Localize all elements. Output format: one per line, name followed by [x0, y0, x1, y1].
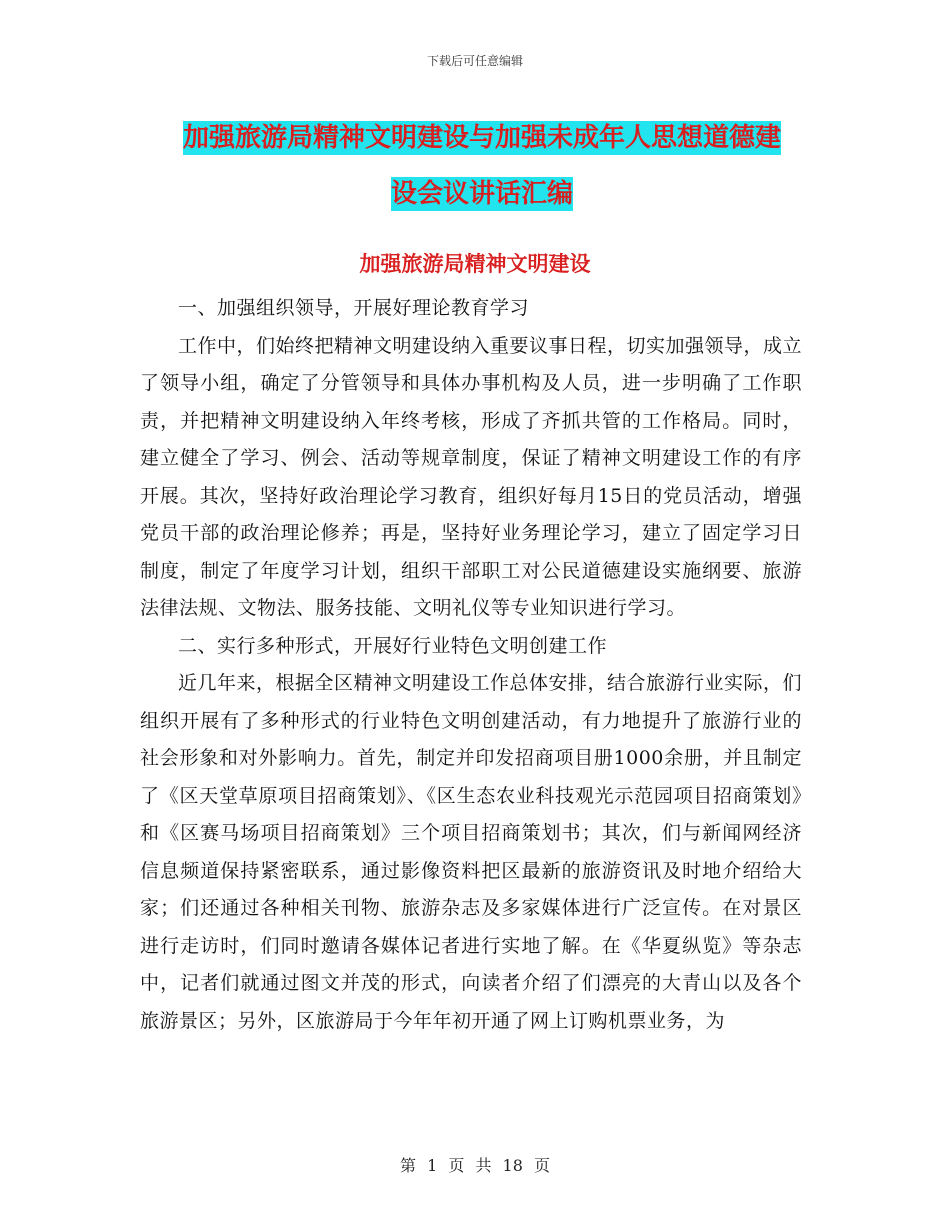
section-title: 加强旅游局精神文明建设	[359, 252, 591, 276]
document-title-line-2: 设会议讲话汇编	[390, 179, 573, 209]
heading-industry-civilization: 二、实行多种形式，开展好行业特色文明创建工作	[178, 634, 608, 657]
document-title	[142, 110, 822, 222]
page-footer: 第 1 页 共 18 页	[400, 1156, 550, 1175]
paragraph-organization-leadership: 工作中，们始终把精神文明建设纳入重要议事日程，切实加强领导，成立了领导小组，确定了分管领导和具体办事机构及人员，进一步明确了工作职责，并把精神文明建设纳入年终考核，形成了齐抓共管的工作格局。同时，建立健全了学习、例会、活动等规章制度，保证了精神文明建设工作的有序开展。其次，坚持好政治理论学习教育，组织好每月15日的党员活动，增强党员干部的政治理论修养；再是，坚持好业务理论学习，建立了固定学习日制度，制定了年度学习计划，组织干部职工对公民道德建设实施纲要、旅游法律法规、文物法、服务技能、文明礼仪等专业知识进行学习。	[140, 334, 803, 619]
heading-organization-leadership: 一、加强组织领导，开展好理论教育学习	[178, 297, 530, 319]
body-text	[140, 290, 802, 1040]
document-title-line-1: 加强旅游局精神文明建设与加强未成年人思想道德建	[182, 123, 781, 153]
header-note: 下载后可任意编辑	[426, 54, 523, 68]
paragraph-industry-civilization: 近几年来，根据全区精神文明建设工作总体安排，结合旅游行业实际，们组织开展有了多种形式的行业特色文明创建活动，有力地提升了旅游行业的社会形象和对外影响力。首先，制定并印发招商项目册1000余册，并且制定了《区天堂草原项目招商策划》、《区生态农业科技观光示范园项目招商策划》和《区赛马场项目招商策划》三个项目招商策划书；其次，们与新闻网经济信息频道保持紧密联系，通过影像资料把区最新的旅游资讯及时地介绍给大家；们还通过各种相关刊物、旅游杂志及多家媒体进行广泛宣传。在对景区进行走访时，们同时邀请各媒体记者进行实地了解。在《华夏纵览》等杂志中，记者们就通过图文并茂的形式，向读者介绍了们漂亮的大青山以及各个旅游景区；另外，区旅游局于今年年初开通了网上订购机票业务，为	[140, 672, 803, 1032]
